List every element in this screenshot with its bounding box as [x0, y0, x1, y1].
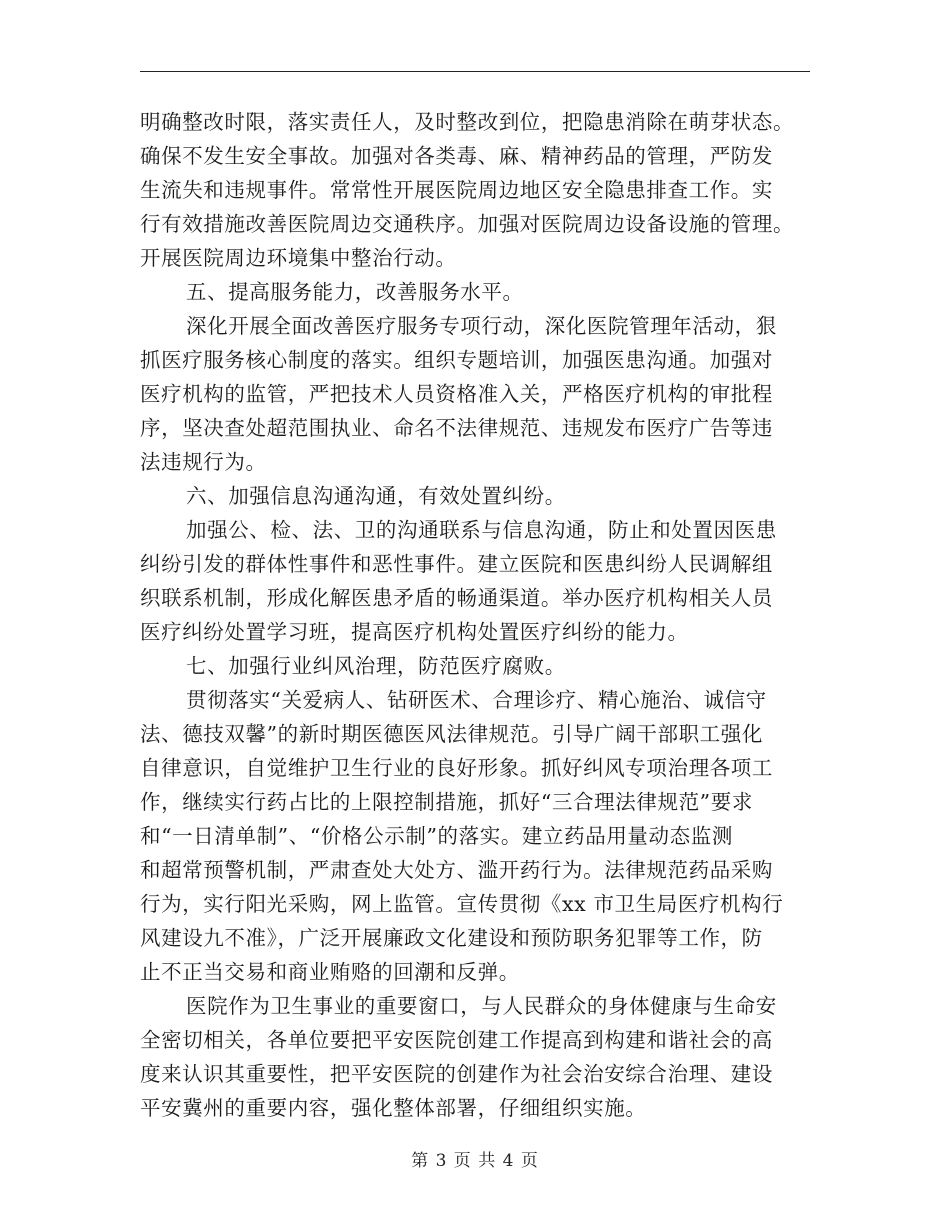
body-line: 法违规行为。 [140, 450, 267, 474]
body-line: 明确整改时限，落实责任人，及时整改到位，把隐患消除在萌芽状态。 [140, 110, 795, 134]
section-heading: 七、加强行业纠风治理，防范医疗腐败。 [186, 654, 566, 678]
paragraph-start: 深化开展全面改善医疗服务专项行动，深化医院管理年活动，狠 [186, 314, 777, 338]
section-heading: 六、加强信息沟通沟通，有效处置纠纷。 [186, 484, 566, 508]
body-line: 生流失和违规事件。常常性开展医院周边地区安全隐患排查工作。实 [140, 178, 773, 202]
header-rule [140, 71, 810, 72]
body-line: 确保不发生安全事故。加强对各类毒、麻、精神药品的管理，严防发 [140, 144, 773, 168]
page-number-footer: 第 3 页 共 4 页 [411, 1151, 539, 1171]
body-line: 止不正当交易和商业贿赂的回潮和反弹。 [140, 960, 520, 984]
body-line: 医疗纠纷处置学习班，提高医疗机构处置医疗纠纷的能力。 [140, 620, 689, 644]
body-line: 法、德技双馨”的新时期医德医风法律规范。引导广阔干部职工强化 [140, 722, 763, 746]
body-line: 行有效措施改善医院周边交通秩序。加强对医院周边设备设施的管理。 [140, 212, 795, 236]
body-line: 平安冀州的重要内容，强化整体部署，仔细组织实施。 [140, 1096, 647, 1120]
body-line: 作，继续实行药占比的上限控制措施，抓好“三合理法律规范”要求 [140, 790, 753, 814]
body-line: 度来认识其重要性，把平安医院的创建作为社会治安综合治理、建设 [140, 1062, 773, 1086]
body-line: 开展医院周边环境集中整治行动。 [140, 246, 457, 270]
paragraph-start: 贯彻落实“关爱病人、钻研医术、合理诊疗、精心施治、诚信守 [186, 688, 767, 712]
body-line: 和超常预警机制，严肃查处大处方、滥开药行为。法律规范药品采购 [140, 858, 773, 882]
body-line: 行为，实行阳光采购，网上监管。宣传贯彻《xx 市卫生局医疗机构行 [140, 892, 784, 916]
body-line: 和“一日清单制”、“价格公示制”的落实。建立药品用量动态监测 [140, 824, 733, 848]
body-line: 抓医疗服务核心制度的落实。组织专题培训，加强医患沟通。加强对 [140, 348, 773, 372]
body-line: 序，坚决查处超范围执业、命名不法律规范、违规发布医疗广告等违 [140, 416, 773, 440]
section-heading: 五、提高服务能力，改善服务水平。 [186, 280, 524, 304]
body-line: 风建设九不准》，广泛开展廉政文化建设和预防职务犯罪等工作，防 [140, 926, 763, 950]
paragraph-start: 医院作为卫生事业的重要窗口，与人民群众的身体健康与生命安 [186, 994, 777, 1018]
body-line: 织联系机制，形成化解医患矛盾的畅通渠道。举办医疗机构相关人员 [140, 586, 773, 610]
body-line: 纠纷引发的群体性事件和恶性事件。建立医院和医患纠纷人民调解组 [140, 552, 773, 576]
paragraph-start: 加强公、检、法、卫的沟通联系与信息沟通，防止和处置因医患 [186, 518, 777, 542]
body-line: 医疗机构的监管，严把技术人员资格准入关，严格医疗机构的审批程 [140, 382, 773, 406]
document-body [140, 105, 810, 1125]
body-line: 自律意识，自觉维护卫生行业的良好形象。抓好纠风专项治理各项工 [140, 756, 773, 780]
body-line: 全密切相关，各单位要把平安医院创建工作提高到构建和谐社会的高 [140, 1028, 773, 1052]
